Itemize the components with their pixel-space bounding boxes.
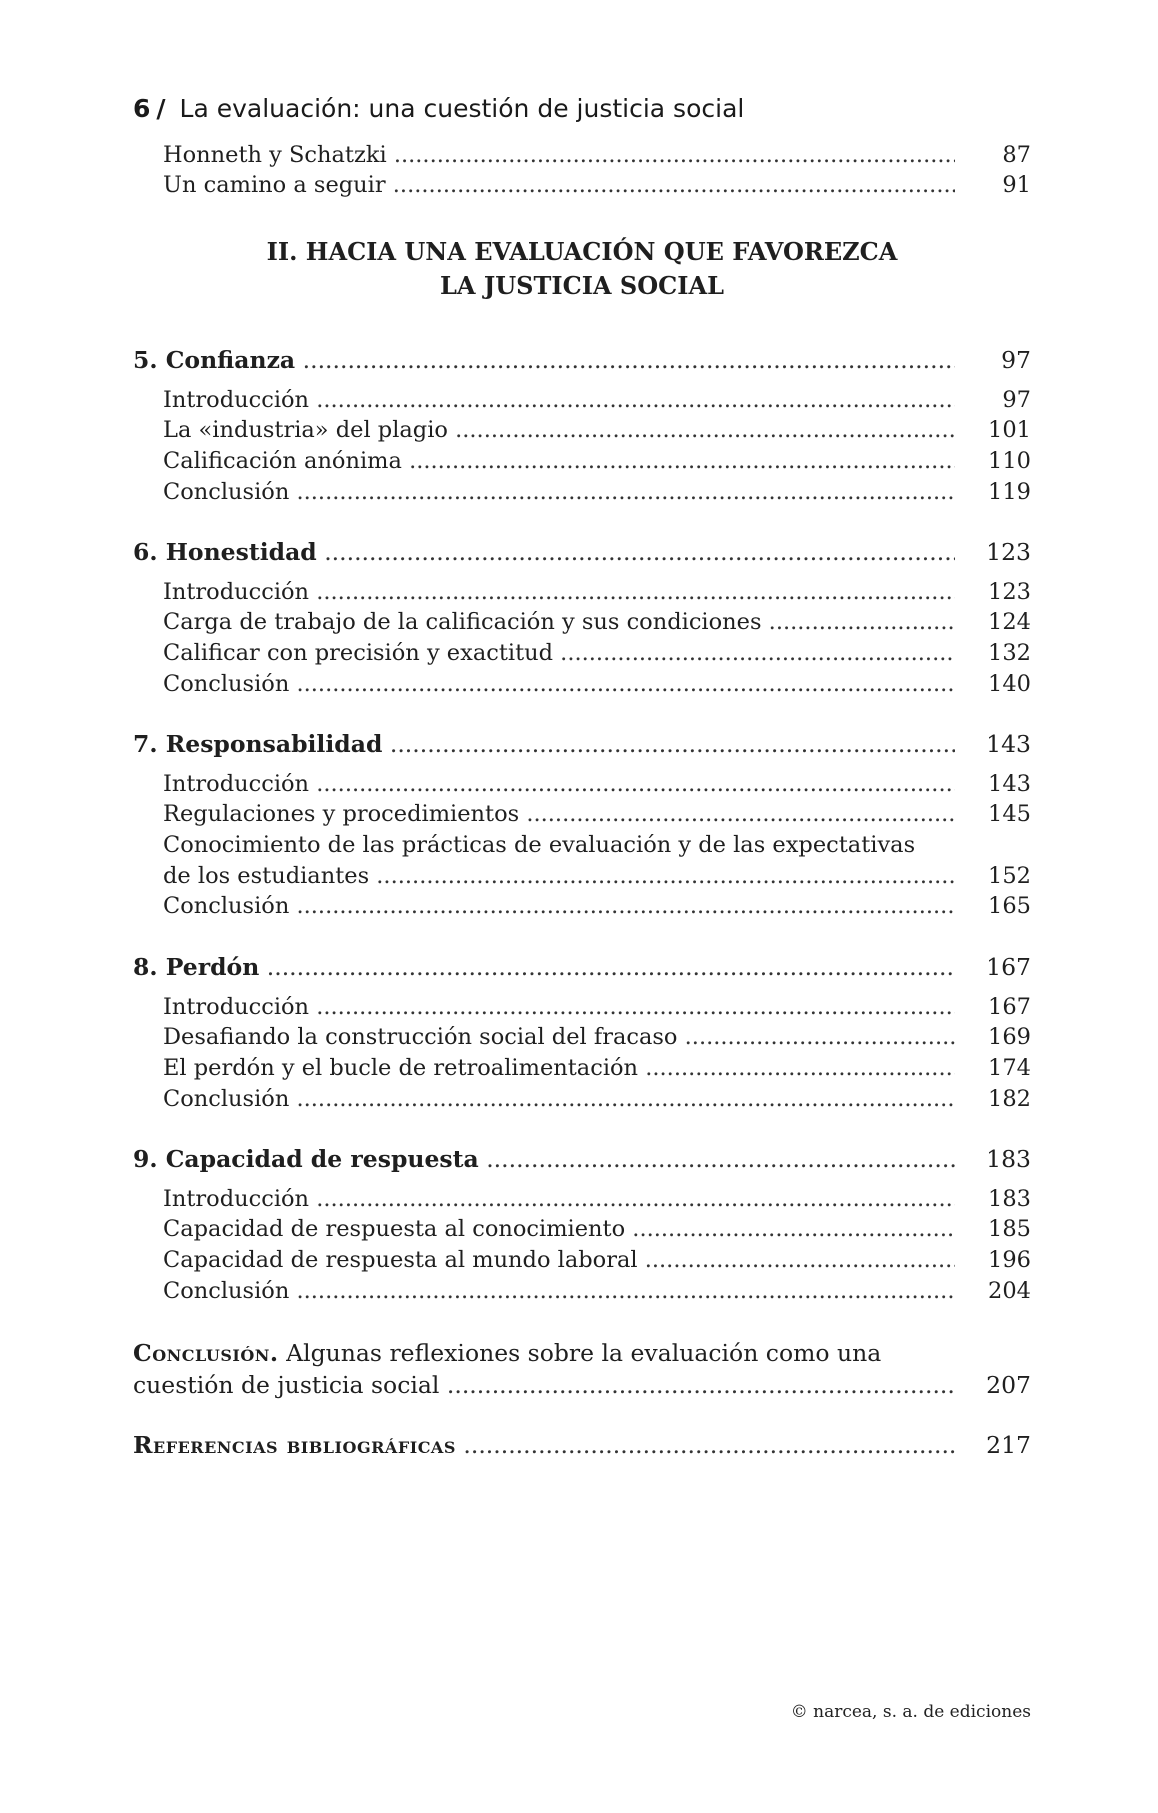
toc-entry-page: 123: [988, 579, 1031, 605]
toc-entry[interactable]: [133, 140, 1031, 170]
toc-entry-page: 152: [988, 863, 1031, 889]
toc-entry-label: Introducción .....: [163, 1184, 955, 1214]
toc-entry-page: 110: [988, 448, 1031, 474]
toc-entry-page: 91: [1002, 172, 1031, 198]
toc-entry-page: 119: [988, 479, 1031, 505]
toc-entry-page: 124: [988, 609, 1031, 635]
toc-entry-label: Conclusión .....: [163, 891, 955, 921]
toc-chapter-title: 9. Capacidad de respuesta .....: [133, 1144, 955, 1174]
toc-entry-label: Calificar con precisión y exactitud .....: [163, 638, 955, 668]
copyright-footer: © narcea, s. a. de ediciones: [790, 1702, 1031, 1722]
toc-entry[interactable]: [133, 1084, 1031, 1114]
toc-entry-label: Carga de trabajo de la calificación y sus condiciones .....: [163, 607, 955, 637]
toc-entry-page: 143: [988, 771, 1031, 797]
toc-entry[interactable]: [133, 861, 1031, 891]
toc-entry[interactable]: [133, 446, 1031, 476]
part-title-line-2: LA JUSTICIA SOCIAL: [440, 271, 724, 300]
toc-entry-page: 182: [988, 1086, 1031, 1112]
toc-entry-label: La «industria» del plagio .....: [163, 415, 955, 445]
toc-entry-first-line[interactable]: [133, 830, 1031, 860]
running-head-title: La evaluación: una cuestión de justicia social: [179, 94, 745, 123]
toc-entry-page: 169: [988, 1024, 1031, 1050]
toc-conclusion-first-line[interactable]: [133, 1338, 1031, 1368]
toc-entry-page: 101: [988, 417, 1031, 443]
toc-chapter-page: 97: [1001, 346, 1031, 374]
toc-entry[interactable]: [133, 415, 1031, 445]
toc-entry[interactable]: [133, 669, 1031, 699]
toc-entry-page: 167: [988, 994, 1031, 1020]
toc-entry-label: Conocimiento de las prácticas de evaluación y de las expectativas: [163, 832, 916, 858]
toc-entry-page: 87: [1002, 142, 1031, 168]
toc-entry-page: 165: [988, 893, 1031, 919]
toc-chapter-title: 7. Responsabilidad .....: [133, 729, 955, 759]
toc-entry[interactable]: [133, 992, 1031, 1022]
toc-references-heading: Referencias bibliográficas: [133, 1431, 456, 1459]
toc-entry-page: 132: [988, 640, 1031, 666]
toc-entry-label: Introducción .....: [163, 769, 955, 799]
toc-entry-page: 145: [988, 801, 1031, 827]
toc-entry-label: Conclusión .....: [163, 1276, 955, 1306]
toc-chapter-title: 8. Perdón .....: [133, 952, 955, 982]
toc-entry-label: Un camino a seguir .....: [163, 170, 955, 200]
toc-entry-label: Conclusión .....: [163, 669, 955, 699]
toc-entry[interactable]: [133, 1276, 1031, 1306]
toc-entry-label: Conclusión .....: [163, 477, 955, 507]
toc-entry[interactable]: [133, 607, 1031, 637]
toc-entry[interactable]: [133, 1184, 1031, 1214]
toc-entry[interactable]: [133, 769, 1031, 799]
toc-entry-label: Introducción .....: [163, 992, 955, 1022]
toc-entry[interactable]: [133, 1214, 1031, 1244]
toc-chapter[interactable]: [133, 952, 1031, 982]
part-title-line-1: II. HACIA UNA EVALUACIÓN QUE FAVOREZCA: [266, 237, 898, 266]
toc-chapter[interactable]: [133, 1144, 1031, 1174]
toc-entry-label: El perdón y el bucle de retroalimentación .....: [163, 1053, 955, 1083]
toc-entry-page: 204: [988, 1278, 1031, 1304]
toc-entry-page: 174: [988, 1055, 1031, 1081]
toc-conclusion[interactable]: [133, 1370, 1031, 1400]
toc-references-page: 217: [986, 1431, 1031, 1459]
toc-entry-label: Capacidad de respuesta al mundo laboral .....: [163, 1245, 955, 1275]
toc-entry-label: Introducción .....: [163, 577, 955, 607]
toc-entry[interactable]: [133, 1022, 1031, 1052]
part-title: [133, 235, 1031, 303]
toc-chapter[interactable]: [133, 729, 1031, 759]
toc-entry-page: 183: [988, 1186, 1031, 1212]
toc-chapter-page: 167: [986, 953, 1031, 981]
toc-chapter-title: 5. Confianza .....: [133, 345, 955, 375]
toc-entry-label: Capacidad de respuesta al conocimiento .....: [163, 1214, 955, 1244]
toc-chapter-page: 123: [986, 538, 1031, 566]
toc-chapter[interactable]: [133, 537, 1031, 567]
toc-entry-page: 185: [988, 1216, 1031, 1242]
running-head-separator: /: [156, 94, 166, 123]
toc-entry[interactable]: [133, 1053, 1031, 1083]
toc-entry-label: Conclusión .....: [163, 1084, 955, 1114]
toc-entry-label: Desafiando la construcción social del fracaso .....: [163, 1022, 955, 1052]
toc-chapter-title: 6. Honestidad .....: [133, 537, 955, 567]
toc-chapter-page: 183: [986, 1145, 1031, 1173]
toc-entry[interactable]: [133, 799, 1031, 829]
toc-conclusion-heading: Conclusión.: [133, 1339, 279, 1367]
toc-entry-label: Introducción .....: [163, 385, 955, 415]
running-head: [133, 94, 744, 123]
toc-entry-page: 140: [988, 671, 1031, 697]
toc-entry[interactable]: [133, 1245, 1031, 1275]
toc-entry-label: Regulaciones y procedimientos .....: [163, 799, 955, 829]
toc-entry-label-continued: de los estudiantes .....: [163, 861, 955, 891]
toc-entry[interactable]: [133, 577, 1031, 607]
toc-entry[interactable]: [133, 891, 1031, 921]
toc-chapter[interactable]: [133, 345, 1031, 375]
toc-entry[interactable]: [133, 477, 1031, 507]
toc-entry-label: Calificación anónima .....: [163, 446, 955, 476]
toc-conclusion-title-continued: cuestión de justicia social .....: [133, 1370, 955, 1400]
toc-chapter-page: 143: [986, 730, 1031, 758]
toc-entry-page: 97: [1002, 387, 1031, 413]
page-number: 6: [133, 94, 151, 123]
toc-references[interactable]: [133, 1430, 1031, 1460]
toc-entry[interactable]: [133, 385, 1031, 415]
toc-conclusion-title: Algunas reflexiones sobre la evaluación como una: [286, 1339, 882, 1367]
toc-entry[interactable]: [133, 170, 1031, 200]
toc-conclusion-page: 207: [986, 1371, 1031, 1399]
toc-entry-label: Honneth y Schatzki .....: [163, 140, 955, 170]
toc-entry[interactable]: [133, 638, 1031, 668]
toc-entry-page: 196: [988, 1247, 1031, 1273]
